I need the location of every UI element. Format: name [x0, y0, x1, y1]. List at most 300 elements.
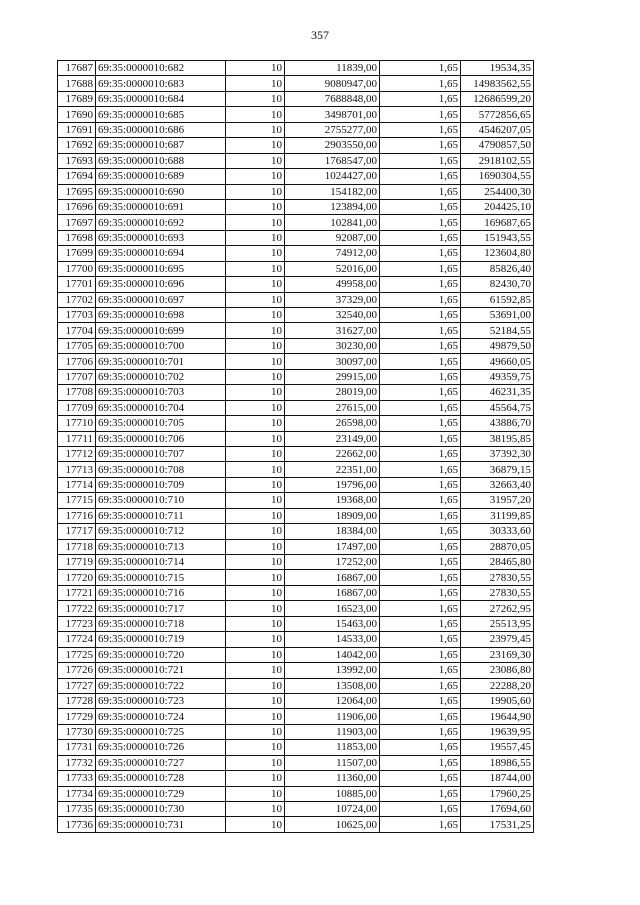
table-row — [58, 246, 534, 261]
table-row — [58, 802, 534, 817]
area-cell: 92087,00 — [285, 230, 380, 245]
value-cell: 204425,10 — [461, 199, 534, 214]
table-row — [58, 647, 534, 662]
value-cell: 49660,05 — [461, 354, 534, 369]
row-number: 17718 — [58, 539, 96, 554]
rate-cell: 10 — [226, 477, 285, 492]
table-body — [58, 61, 534, 833]
rate-cell: 10 — [226, 323, 285, 338]
table-row — [58, 462, 534, 477]
value-cell: 18744,00 — [461, 771, 534, 786]
cadastral-number: 69:35:0000010:731 — [96, 817, 226, 832]
table-row — [58, 261, 534, 276]
rate-cell: 10 — [226, 338, 285, 353]
rate-cell: 10 — [226, 555, 285, 570]
table-row — [58, 91, 534, 106]
area-cell: 14533,00 — [285, 632, 380, 647]
row-number: 17703 — [58, 308, 96, 323]
value-cell: 4546207,05 — [461, 122, 534, 137]
cadastral-number: 69:35:0000010:707 — [96, 446, 226, 461]
value-cell: 28465,80 — [461, 555, 534, 570]
table-row — [58, 107, 534, 122]
area-cell: 12064,00 — [285, 693, 380, 708]
cadastral-number: 69:35:0000010:702 — [96, 369, 226, 384]
row-number: 17700 — [58, 261, 96, 276]
cadastral-number: 69:35:0000010:704 — [96, 400, 226, 415]
row-number: 17710 — [58, 416, 96, 431]
area-cell: 26598,00 — [285, 416, 380, 431]
cadastral-number: 69:35:0000010:682 — [96, 61, 226, 76]
row-number: 17726 — [58, 663, 96, 678]
area-cell: 22351,00 — [285, 462, 380, 477]
value-cell: 27830,55 — [461, 585, 534, 600]
value-cell: 2918102,55 — [461, 153, 534, 168]
table-row — [58, 323, 534, 338]
page-number: 357 — [311, 28, 329, 42]
coefficient-cell: 1,65 — [380, 555, 461, 570]
coefficient-cell: 1,65 — [380, 138, 461, 153]
value-cell: 23086,80 — [461, 663, 534, 678]
value-cell: 49879,50 — [461, 338, 534, 353]
table-row — [58, 153, 534, 168]
area-cell: 18909,00 — [285, 508, 380, 523]
value-cell: 18986,55 — [461, 755, 534, 770]
value-cell: 45564,75 — [461, 400, 534, 415]
area-cell: 14042,00 — [285, 647, 380, 662]
table-row — [58, 277, 534, 292]
table-row — [58, 616, 534, 631]
row-number: 17687 — [58, 61, 96, 76]
coefficient-cell: 1,65 — [380, 122, 461, 137]
table-row — [58, 585, 534, 600]
rate-cell: 10 — [226, 647, 285, 662]
coefficient-cell: 1,65 — [380, 277, 461, 292]
rate-cell: 10 — [226, 61, 285, 76]
cadastral-number: 69:35:0000010:719 — [96, 632, 226, 647]
coefficient-cell: 1,65 — [380, 740, 461, 755]
value-cell: 123604,80 — [461, 246, 534, 261]
value-cell: 61592,85 — [461, 292, 534, 307]
coefficient-cell: 1,65 — [380, 61, 461, 76]
cadastral-number: 69:35:0000010:705 — [96, 416, 226, 431]
row-number: 17694 — [58, 169, 96, 184]
table-row — [58, 385, 534, 400]
table-row — [58, 184, 534, 199]
value-cell: 1690304,55 — [461, 169, 534, 184]
area-cell: 32540,00 — [285, 308, 380, 323]
area-cell: 18384,00 — [285, 524, 380, 539]
coefficient-cell: 1,65 — [380, 477, 461, 492]
rate-cell: 10 — [226, 169, 285, 184]
area-cell: 28019,00 — [285, 385, 380, 400]
rate-cell: 10 — [226, 400, 285, 415]
rate-cell: 10 — [226, 76, 285, 91]
row-number: 17723 — [58, 616, 96, 631]
row-number: 17731 — [58, 740, 96, 755]
rate-cell: 10 — [226, 199, 285, 214]
cadastral-number: 69:35:0000010:710 — [96, 493, 226, 508]
cadastral-number: 69:35:0000010:701 — [96, 354, 226, 369]
area-cell: 11906,00 — [285, 709, 380, 724]
table-row — [58, 431, 534, 446]
cadastral-number: 69:35:0000010:686 — [96, 122, 226, 137]
coefficient-cell: 1,65 — [380, 709, 461, 724]
cadastral-number: 69:35:0000010:728 — [96, 771, 226, 786]
cadastral-number: 69:35:0000010:693 — [96, 230, 226, 245]
row-number: 17720 — [58, 570, 96, 585]
row-number: 17721 — [58, 585, 96, 600]
table-row — [58, 308, 534, 323]
rate-cell: 10 — [226, 462, 285, 477]
rate-cell: 10 — [226, 786, 285, 801]
row-number: 17690 — [58, 107, 96, 122]
cadastral-number: 69:35:0000010:692 — [96, 215, 226, 230]
coefficient-cell: 1,65 — [380, 308, 461, 323]
area-cell: 7688848,00 — [285, 91, 380, 106]
rate-cell: 10 — [226, 802, 285, 817]
coefficient-cell: 1,65 — [380, 153, 461, 168]
coefficient-cell: 1,65 — [380, 647, 461, 662]
row-number: 17707 — [58, 369, 96, 384]
row-number: 17689 — [58, 91, 96, 106]
area-cell: 13508,00 — [285, 678, 380, 693]
rate-cell: 10 — [226, 431, 285, 446]
table-row — [58, 663, 534, 678]
area-cell: 49958,00 — [285, 277, 380, 292]
row-number: 17696 — [58, 199, 96, 214]
coefficient-cell: 1,65 — [380, 817, 461, 832]
area-cell: 27615,00 — [285, 400, 380, 415]
coefficient-cell: 1,65 — [380, 369, 461, 384]
area-cell: 17497,00 — [285, 539, 380, 554]
rate-cell: 10 — [226, 817, 285, 832]
area-cell: 2903550,00 — [285, 138, 380, 153]
area-cell: 30230,00 — [285, 338, 380, 353]
area-cell: 16867,00 — [285, 585, 380, 600]
row-number: 17705 — [58, 338, 96, 353]
value-cell: 19905,60 — [461, 693, 534, 708]
cadastral-number: 69:35:0000010:713 — [96, 539, 226, 554]
coefficient-cell: 1,65 — [380, 184, 461, 199]
value-cell: 19534,35 — [461, 61, 534, 76]
table-row — [58, 601, 534, 616]
rate-cell: 10 — [226, 740, 285, 755]
row-number: 17688 — [58, 76, 96, 91]
cadastral-number: 69:35:0000010:703 — [96, 385, 226, 400]
rate-cell: 10 — [226, 91, 285, 106]
row-number: 17716 — [58, 508, 96, 523]
coefficient-cell: 1,65 — [380, 771, 461, 786]
cadastral-number: 69:35:0000010:723 — [96, 693, 226, 708]
cadastral-number: 69:35:0000010:689 — [96, 169, 226, 184]
table-row — [58, 493, 534, 508]
cadastral-number: 69:35:0000010:687 — [96, 138, 226, 153]
rate-cell: 10 — [226, 215, 285, 230]
rate-cell: 10 — [226, 446, 285, 461]
row-number: 17730 — [58, 724, 96, 739]
rate-cell: 10 — [226, 616, 285, 631]
value-cell: 4790857,50 — [461, 138, 534, 153]
coefficient-cell: 1,65 — [380, 169, 461, 184]
rate-cell: 10 — [226, 632, 285, 647]
cadastral-number: 69:35:0000010:717 — [96, 601, 226, 616]
table-row — [58, 508, 534, 523]
coefficient-cell: 1,65 — [380, 261, 461, 276]
table-row — [58, 477, 534, 492]
table-row — [58, 539, 534, 554]
rate-cell: 10 — [226, 107, 285, 122]
coefficient-cell: 1,65 — [380, 385, 461, 400]
value-cell: 169687,65 — [461, 215, 534, 230]
value-cell: 14983562,55 — [461, 76, 534, 91]
area-cell: 19796,00 — [285, 477, 380, 492]
coefficient-cell: 1,65 — [380, 199, 461, 214]
coefficient-cell: 1,65 — [380, 508, 461, 523]
row-number: 17698 — [58, 230, 96, 245]
value-cell: 38195,85 — [461, 431, 534, 446]
rate-cell: 10 — [226, 585, 285, 600]
row-number: 17734 — [58, 786, 96, 801]
rate-cell: 10 — [226, 369, 285, 384]
row-number: 17692 — [58, 138, 96, 153]
coefficient-cell: 1,65 — [380, 601, 461, 616]
area-cell: 10625,00 — [285, 817, 380, 832]
cadastral-number: 69:35:0000010:727 — [96, 755, 226, 770]
rate-cell: 10 — [226, 678, 285, 693]
cadastral-number: 69:35:0000010:699 — [96, 323, 226, 338]
value-cell: 19557,45 — [461, 740, 534, 755]
cadastral-number: 69:35:0000010:718 — [96, 616, 226, 631]
rate-cell: 10 — [226, 385, 285, 400]
value-cell: 17531,25 — [461, 817, 534, 832]
area-cell: 123894,00 — [285, 199, 380, 214]
table-row — [58, 354, 534, 369]
coefficient-cell: 1,65 — [380, 493, 461, 508]
table-row — [58, 524, 534, 539]
table-row — [58, 446, 534, 461]
area-cell: 11839,00 — [285, 61, 380, 76]
table-row — [58, 138, 534, 153]
value-cell: 22288,20 — [461, 678, 534, 693]
area-cell: 23149,00 — [285, 431, 380, 446]
cadastral-number: 69:35:0000010:726 — [96, 740, 226, 755]
value-cell: 19639,95 — [461, 724, 534, 739]
rate-cell: 10 — [226, 138, 285, 153]
rate-cell: 10 — [226, 755, 285, 770]
coefficient-cell: 1,65 — [380, 802, 461, 817]
area-cell: 30097,00 — [285, 354, 380, 369]
table-row — [58, 724, 534, 739]
row-number: 17732 — [58, 755, 96, 770]
rate-cell: 10 — [226, 508, 285, 523]
table-row — [58, 416, 534, 431]
coefficient-cell: 1,65 — [380, 107, 461, 122]
table-row — [58, 169, 534, 184]
cadastral-number: 69:35:0000010:684 — [96, 91, 226, 106]
rate-cell: 10 — [226, 246, 285, 261]
row-number: 17695 — [58, 184, 96, 199]
cadastral-table — [57, 60, 534, 833]
cadastral-number: 69:35:0000010:724 — [96, 709, 226, 724]
cadastral-number: 69:35:0000010:712 — [96, 524, 226, 539]
cadastral-number: 69:35:0000010:715 — [96, 570, 226, 585]
coefficient-cell: 1,65 — [380, 292, 461, 307]
coefficient-cell: 1,65 — [380, 616, 461, 631]
row-number: 17697 — [58, 215, 96, 230]
value-cell: 27262,95 — [461, 601, 534, 616]
rate-cell: 10 — [226, 771, 285, 786]
area-cell: 16867,00 — [285, 570, 380, 585]
rate-cell: 10 — [226, 416, 285, 431]
table-row — [58, 215, 534, 230]
area-cell: 10724,00 — [285, 802, 380, 817]
value-cell: 53691,00 — [461, 308, 534, 323]
rate-cell: 10 — [226, 709, 285, 724]
row-number: 17728 — [58, 693, 96, 708]
cadastral-number: 69:35:0000010:691 — [96, 199, 226, 214]
row-number: 17701 — [58, 277, 96, 292]
table-row — [58, 740, 534, 755]
area-cell: 22662,00 — [285, 446, 380, 461]
rate-cell: 10 — [226, 277, 285, 292]
table-row — [58, 555, 534, 570]
cadastral-number: 69:35:0000010:722 — [96, 678, 226, 693]
cadastral-number: 69:35:0000010:711 — [96, 508, 226, 523]
area-cell: 37329,00 — [285, 292, 380, 307]
row-number: 17724 — [58, 632, 96, 647]
area-cell: 1768547,00 — [285, 153, 380, 168]
coefficient-cell: 1,65 — [380, 431, 461, 446]
value-cell: 151943,55 — [461, 230, 534, 245]
coefficient-cell: 1,65 — [380, 462, 461, 477]
coefficient-cell: 1,65 — [380, 524, 461, 539]
row-number: 17722 — [58, 601, 96, 616]
table-row — [58, 122, 534, 137]
rate-cell: 10 — [226, 493, 285, 508]
coefficient-cell: 1,65 — [380, 632, 461, 647]
coefficient-cell: 1,65 — [380, 693, 461, 708]
area-cell: 11853,00 — [285, 740, 380, 755]
table-row — [58, 709, 534, 724]
table-row — [58, 199, 534, 214]
area-cell: 11903,00 — [285, 724, 380, 739]
rate-cell: 10 — [226, 539, 285, 554]
cadastral-number: 69:35:0000010:709 — [96, 477, 226, 492]
value-cell: 19644,90 — [461, 709, 534, 724]
rate-cell: 10 — [226, 663, 285, 678]
cadastral-number: 69:35:0000010:683 — [96, 76, 226, 91]
coefficient-cell: 1,65 — [380, 246, 461, 261]
table-row — [58, 786, 534, 801]
row-number: 17736 — [58, 817, 96, 832]
value-cell: 23169,30 — [461, 647, 534, 662]
rate-cell: 10 — [226, 693, 285, 708]
coefficient-cell: 1,65 — [380, 323, 461, 338]
area-cell: 29915,00 — [285, 369, 380, 384]
area-cell: 74912,00 — [285, 246, 380, 261]
rate-cell: 10 — [226, 601, 285, 616]
cadastral-number: 69:35:0000010:698 — [96, 308, 226, 323]
rate-cell: 10 — [226, 724, 285, 739]
row-number: 17711 — [58, 431, 96, 446]
cadastral-number: 69:35:0000010:695 — [96, 261, 226, 276]
rate-cell: 10 — [226, 184, 285, 199]
table-row — [58, 755, 534, 770]
cadastral-number: 69:35:0000010:700 — [96, 338, 226, 353]
table-row — [58, 292, 534, 307]
table-row — [58, 61, 534, 76]
value-cell: 17960,25 — [461, 786, 534, 801]
rate-cell: 10 — [226, 570, 285, 585]
coefficient-cell: 1,65 — [380, 230, 461, 245]
coefficient-cell: 1,65 — [380, 76, 461, 91]
cadastral-number: 69:35:0000010:690 — [96, 184, 226, 199]
value-cell: 36879,15 — [461, 462, 534, 477]
coefficient-cell: 1,65 — [380, 786, 461, 801]
row-number: 17706 — [58, 354, 96, 369]
table-row — [58, 400, 534, 415]
table-row — [58, 338, 534, 353]
table-row — [58, 817, 534, 832]
cadastral-number: 69:35:0000010:694 — [96, 246, 226, 261]
rate-cell: 10 — [226, 354, 285, 369]
area-cell: 3498701,00 — [285, 107, 380, 122]
table-row — [58, 369, 534, 384]
row-number: 17708 — [58, 385, 96, 400]
area-cell: 102841,00 — [285, 215, 380, 230]
area-cell: 52016,00 — [285, 261, 380, 276]
cadastral-number: 69:35:0000010:714 — [96, 555, 226, 570]
area-cell: 1024427,00 — [285, 169, 380, 184]
cadastral-number: 69:35:0000010:725 — [96, 724, 226, 739]
value-cell: 17694,60 — [461, 802, 534, 817]
table-row — [58, 570, 534, 585]
coefficient-cell: 1,65 — [380, 755, 461, 770]
value-cell: 23979,45 — [461, 632, 534, 647]
area-cell: 16523,00 — [285, 601, 380, 616]
value-cell: 27830,55 — [461, 570, 534, 585]
cadastral-number: 69:35:0000010:706 — [96, 431, 226, 446]
coefficient-cell: 1,65 — [380, 215, 461, 230]
area-cell: 10885,00 — [285, 786, 380, 801]
row-number: 17715 — [58, 493, 96, 508]
area-cell: 15463,00 — [285, 616, 380, 631]
coefficient-cell: 1,65 — [380, 663, 461, 678]
value-cell: 82430,70 — [461, 277, 534, 292]
row-number: 17725 — [58, 647, 96, 662]
coefficient-cell: 1,65 — [380, 570, 461, 585]
row-number: 17727 — [58, 678, 96, 693]
value-cell: 52184,55 — [461, 323, 534, 338]
table-row — [58, 771, 534, 786]
value-cell: 43886,70 — [461, 416, 534, 431]
rate-cell: 10 — [226, 292, 285, 307]
row-number: 17733 — [58, 771, 96, 786]
value-cell: 28870,05 — [461, 539, 534, 554]
coefficient-cell: 1,65 — [380, 354, 461, 369]
area-cell: 11360,00 — [285, 771, 380, 786]
coefficient-cell: 1,65 — [380, 446, 461, 461]
value-cell: 46231,35 — [461, 385, 534, 400]
value-cell: 85826,40 — [461, 261, 534, 276]
cadastral-number: 69:35:0000010:729 — [96, 786, 226, 801]
table-row — [58, 76, 534, 91]
table-row — [58, 693, 534, 708]
coefficient-cell: 1,65 — [380, 585, 461, 600]
cadastral-number: 69:35:0000010:696 — [96, 277, 226, 292]
area-cell: 2755277,00 — [285, 122, 380, 137]
row-number: 17713 — [58, 462, 96, 477]
